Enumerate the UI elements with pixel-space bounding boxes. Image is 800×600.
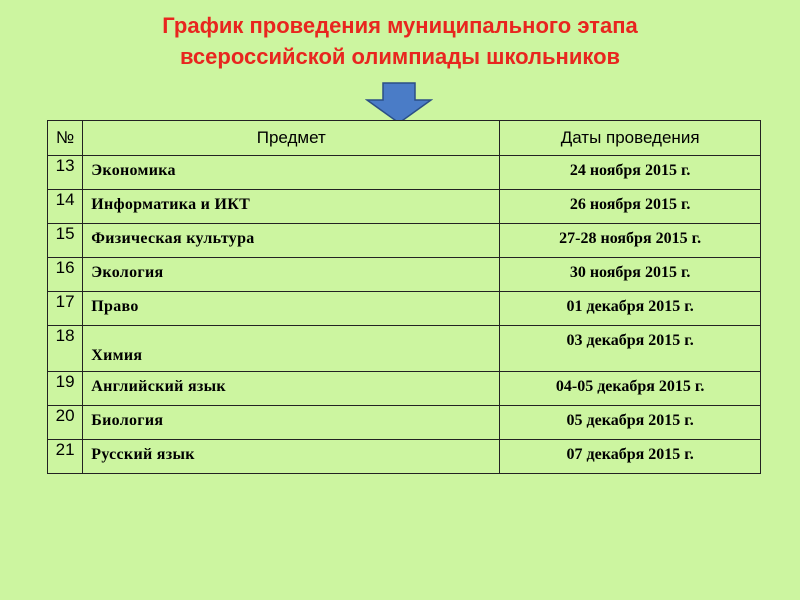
row-date: 05 декабря 2015 г. xyxy=(500,406,761,440)
row-number: 16 xyxy=(48,258,83,292)
row-number: 13 xyxy=(48,156,83,190)
table-header-row xyxy=(48,121,761,156)
row-subject: Информатика и ИКТ xyxy=(83,190,500,224)
row-number: 17 xyxy=(48,292,83,326)
row-number: 19 xyxy=(48,372,83,406)
header-subject: Предмет xyxy=(83,121,500,156)
row-number: 20 xyxy=(48,406,83,440)
table-row xyxy=(48,156,761,190)
header-dates: Даты проведения xyxy=(500,121,761,156)
row-subject: Физическая культура xyxy=(83,224,500,258)
table-row xyxy=(48,406,761,440)
table-row xyxy=(48,258,761,292)
schedule-table xyxy=(47,120,761,474)
row-date: 24 ноября 2015 г. xyxy=(500,156,761,190)
header-number: № xyxy=(48,121,83,156)
table-row xyxy=(48,190,761,224)
table-row xyxy=(48,224,761,258)
row-date: 01 декабря 2015 г. xyxy=(500,292,761,326)
row-date: 07 декабря 2015 г. xyxy=(500,440,761,474)
row-subject: Экономика xyxy=(83,156,500,190)
row-subject: Химия xyxy=(83,326,500,372)
arrow-down-icon xyxy=(365,82,433,124)
row-date: 30 ноября 2015 г. xyxy=(500,258,761,292)
row-number: 15 xyxy=(48,224,83,258)
row-subject: Русский язык xyxy=(83,440,500,474)
row-date: 03 декабря 2015 г. xyxy=(500,326,761,372)
row-number: 21 xyxy=(48,440,83,474)
title-line-1: График проведения муниципального этапа xyxy=(162,13,638,38)
table-row xyxy=(48,326,761,372)
row-subject: Экология xyxy=(83,258,500,292)
table-row xyxy=(48,440,761,474)
row-date: 04-05 декабря 2015 г. xyxy=(500,372,761,406)
row-date: 26 ноября 2015 г. xyxy=(500,190,761,224)
row-date: 27-28 ноября 2015 г. xyxy=(500,224,761,258)
table-row xyxy=(48,292,761,326)
page-title xyxy=(0,10,800,72)
row-subject: Право xyxy=(83,292,500,326)
row-subject: Английский язык xyxy=(83,372,500,406)
row-subject: Биология xyxy=(83,406,500,440)
title-line-2: всероссийской олимпиады школьников xyxy=(179,44,621,69)
table-row xyxy=(48,372,761,406)
row-number: 14 xyxy=(48,190,83,224)
row-number: 18 xyxy=(48,326,83,372)
